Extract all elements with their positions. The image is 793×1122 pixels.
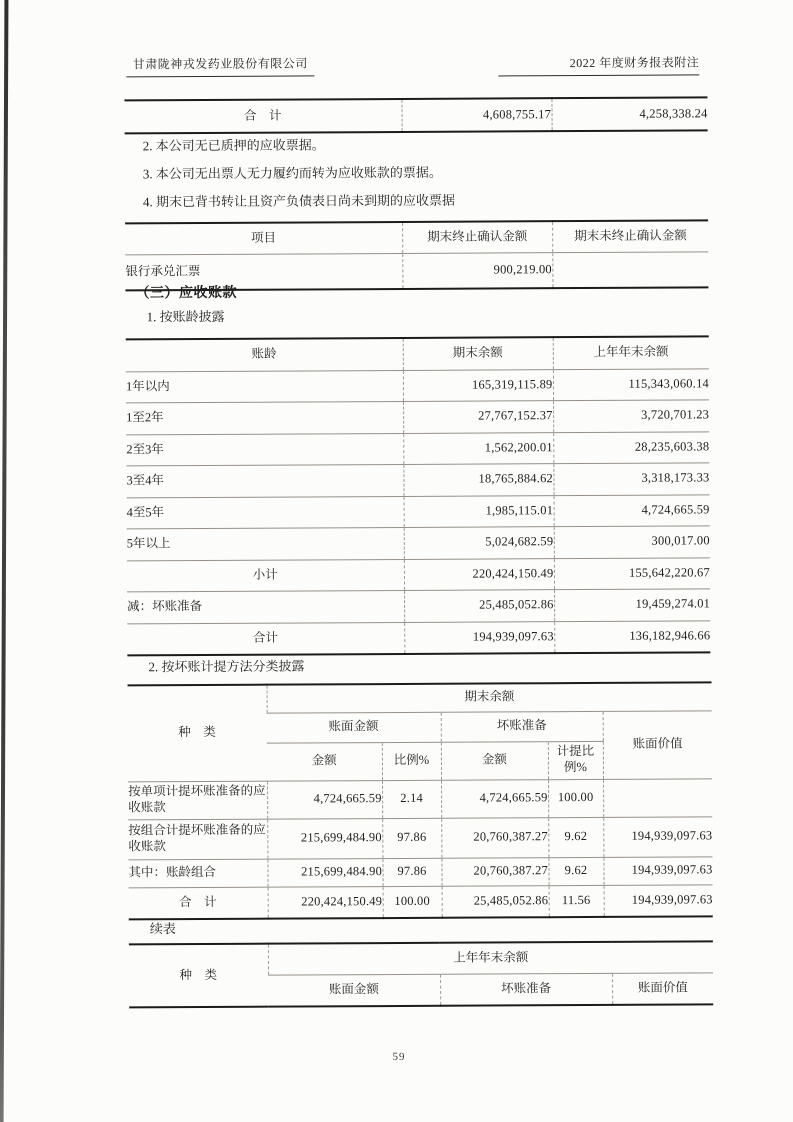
col-header-prior-end: 上年年末余额 <box>268 941 713 974</box>
summary-total-prior: 4,258,338.24 <box>551 97 707 131</box>
cell-prior: 300,017.00 <box>554 526 710 558</box>
col-header-current: 期末余额 <box>403 337 553 370</box>
cell-current: 165,319,115.89 <box>403 369 553 401</box>
cell-bd-ratio: 100.00 <box>548 779 603 817</box>
cell-not-derecognized <box>552 251 708 288</box>
col-header-period-end: 期末余额 <box>267 682 712 712</box>
cell-prior: 28,235,603.38 <box>553 431 709 463</box>
cell-subtotal-label: 小计 <box>127 559 404 592</box>
cell-total-label: 合 计 <box>129 887 268 920</box>
cell-total-label: 合计 <box>127 622 404 655</box>
cell-category: 按组合计提坏账准备的应收账款 <box>128 819 267 860</box>
cell-current: 25,485,052.86 <box>404 590 554 622</box>
note-3: 3. 本公司无出票人无力履约而转为应收账款的票据。 <box>142 164 442 182</box>
cell-prior: 115,343,060.14 <box>553 368 709 400</box>
table-row <box>127 494 710 529</box>
endorsed-notes-table <box>125 219 708 291</box>
section-title: （三）应收账款 <box>135 285 238 302</box>
col-header-category: 种 类 <box>178 725 216 740</box>
col-header-amount: 金额 <box>267 742 382 781</box>
cell-current: 5,024,682.59 <box>404 527 554 559</box>
note-4: 4. 期末已背书转让且资产负债表日尚未到期的应收票据 <box>142 192 456 210</box>
cell-book-value: 194,939,097.63 <box>603 816 712 857</box>
summary-total-table <box>124 96 707 134</box>
cell-amount: 215,699,484.90 <box>267 858 382 887</box>
cell-current: 1,562,200.01 <box>403 432 553 464</box>
table-row-total <box>129 884 713 919</box>
table-row <box>126 368 709 403</box>
cell-age-label: 5年以上 <box>127 527 404 560</box>
page-number: 59 <box>392 1050 406 1064</box>
summary-total-current: 4,608,755.17 <box>401 98 551 132</box>
cell-ratio: 97.86 <box>382 818 441 858</box>
cell-age-label: 1年以内 <box>126 370 403 403</box>
cell-prior: 3,318,173.33 <box>553 463 709 495</box>
cell-bd-amount: 4,724,665.59 <box>441 779 548 818</box>
col-header-provision-ratio: 计提比例% <box>548 741 603 779</box>
col-header-amount: 金额 <box>441 741 548 780</box>
cell-age-label: 3至4年 <box>126 464 403 497</box>
table-row <box>124 97 707 133</box>
cell-book-value: 194,939,097.63 <box>603 856 712 885</box>
table-row <box>128 816 712 859</box>
col-header-not-derecognized: 期末未终止确认金额 <box>552 220 708 252</box>
table-row-subtotal <box>127 557 710 592</box>
col-header-bad-debt: 坏账准备 <box>440 973 612 1006</box>
cell-bd-amount: 20,760,387.27 <box>441 817 548 858</box>
cell-current: 1,985,115.01 <box>404 495 554 527</box>
cell-current: 18,765,884.62 <box>403 464 553 496</box>
summary-total-label: 合 计 <box>243 108 282 123</box>
cell-bd-ratio: 11.56 <box>549 885 604 917</box>
table-row-total <box>127 620 710 655</box>
cell-current: 27,767,152.37 <box>403 401 553 433</box>
cell-bd-amount: 25,485,052.86 <box>442 885 549 918</box>
cell-less-baddebt-label: 减：坏账准备 <box>127 590 404 623</box>
cell-book-value: 194,939,097.63 <box>604 884 713 917</box>
cell-category: 其中：账龄组合 <box>128 859 267 888</box>
table-row <box>127 589 710 624</box>
col-header-bad-debt: 坏账准备 <box>441 711 603 742</box>
cell-age-label: 2至3年 <box>126 433 403 466</box>
table-row <box>128 856 712 887</box>
cell-prior: 4,724,665.59 <box>554 494 710 526</box>
cell-ratio: 100.00 <box>383 886 442 918</box>
col-header-book-value: 账面价值 <box>612 972 713 1005</box>
cell-current: 220,424,150.49 <box>404 558 554 590</box>
cell-prior: 136,182,946.66 <box>554 620 710 652</box>
baddebt-method-table <box>128 681 713 920</box>
table-row <box>127 526 710 561</box>
col-header-ratio: 比例% <box>382 742 441 780</box>
cell-prior: 19,459,274.01 <box>554 589 710 621</box>
aging-table <box>126 335 711 656</box>
table-row <box>126 431 709 466</box>
cell-amount: 220,424,150.49 <box>268 886 383 919</box>
cell-item: 银行承兑汇票 <box>125 253 402 290</box>
subsection-baddebt-method: 2. 按坏账计提方法分类披露 <box>148 658 305 675</box>
col-header-book-value: 账面价值 <box>603 710 712 779</box>
col-header-category: 种 类 <box>179 967 218 982</box>
col-header-book-amount: 账面金额 <box>267 712 441 743</box>
cell-bd-ratio: 9.62 <box>548 817 603 857</box>
cell-age-label: 4至5年 <box>127 496 404 529</box>
cell-current: 194,939,097.63 <box>404 621 554 653</box>
table-row <box>128 778 712 819</box>
cell-age-label: 1至2年 <box>126 401 403 434</box>
subsection-aging: 1. 按账龄披露 <box>146 308 225 325</box>
cell-amount: 4,724,665.59 <box>267 780 382 819</box>
cell-book-value <box>603 778 712 817</box>
company-name: 甘肃陇神戎发药业股份有限公司 <box>126 54 314 77</box>
table-header-row <box>126 336 709 371</box>
table-header-row <box>128 682 712 713</box>
note-2: 2. 本公司无已质押的应收票据。 <box>142 137 325 154</box>
table-row <box>126 400 709 435</box>
cell-bd-ratio: 9.62 <box>548 857 603 885</box>
cell-ratio: 2.14 <box>382 780 441 818</box>
continued-table <box>129 940 713 1008</box>
col-header-item: 项目 <box>250 230 276 245</box>
table-header-row <box>129 941 713 975</box>
continued-label: 续表 <box>149 921 176 937</box>
cell-prior: 3,720,701.23 <box>553 400 709 432</box>
col-header-age: 账龄 <box>251 347 277 362</box>
table-row <box>126 463 709 498</box>
cell-amount: 215,699,484.90 <box>267 818 382 859</box>
table-header-row <box>125 220 708 254</box>
cell-prior: 155,642,220.67 <box>554 557 710 589</box>
col-header-prior: 上年年末余额 <box>553 336 709 369</box>
cell-category: 按单项计提坏账准备的应收账款 <box>128 781 267 820</box>
doc-title: 2022 年度财务报表附注 <box>498 53 699 76</box>
cell-derecognized: 900,219.00 <box>402 252 552 289</box>
col-header-book-amount: 账面金额 <box>268 974 440 1007</box>
cell-bd-amount: 20,760,387.27 <box>441 857 548 886</box>
col-header-derecognized: 期末终止确认金额 <box>402 221 552 253</box>
cell-ratio: 97.86 <box>382 858 441 886</box>
